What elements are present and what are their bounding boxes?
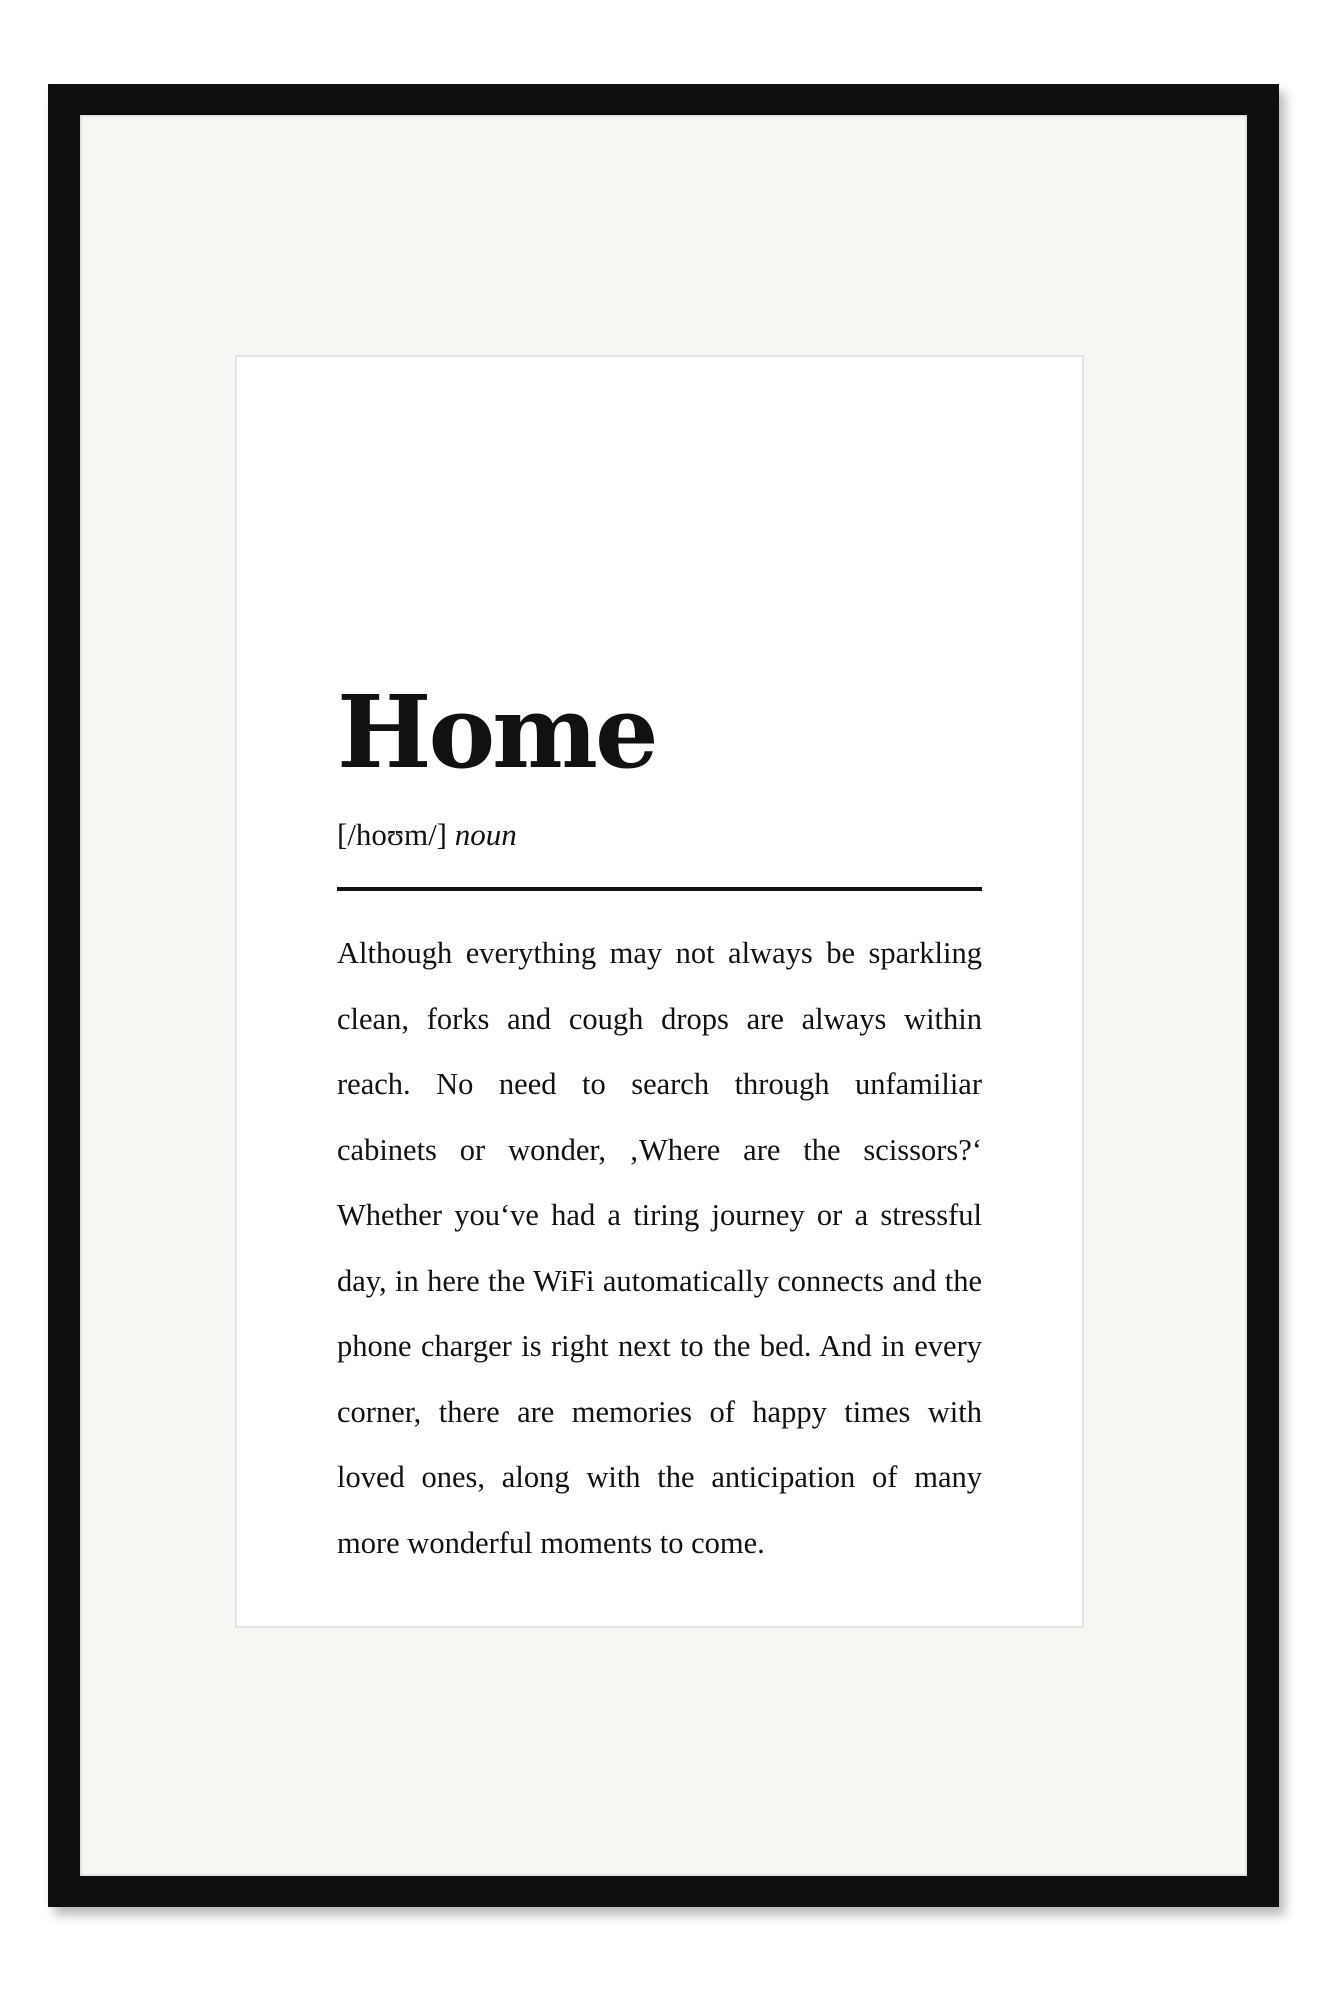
- mat-board: [80, 115, 1247, 1876]
- part-of-speech: noun: [454, 817, 517, 852]
- pronunciation: [/hoʊm/]: [337, 817, 447, 852]
- divider-rule: [337, 887, 982, 891]
- definition-content: [337, 673, 982, 1607]
- headword: Home: [337, 673, 656, 791]
- picture-frame: [48, 84, 1279, 1907]
- definition-text: Although everything may not always be sparkling clean, forks and cough drops are always within reach. No need to search through unfamiliar cabinets or wonder, ‚Where are the scissors?‘ Whether you‘ve had a tiring journey or a stressful day, in here the WiFi automatically connects and the phone charger is right next to the bed. And in every corner, there are memories of happy times with loved ones, along with the anticipation of many more wonderful moments to come.: [337, 936, 982, 1560]
- pronunciation-line: [337, 816, 982, 853]
- definition-print: [235, 355, 1084, 1628]
